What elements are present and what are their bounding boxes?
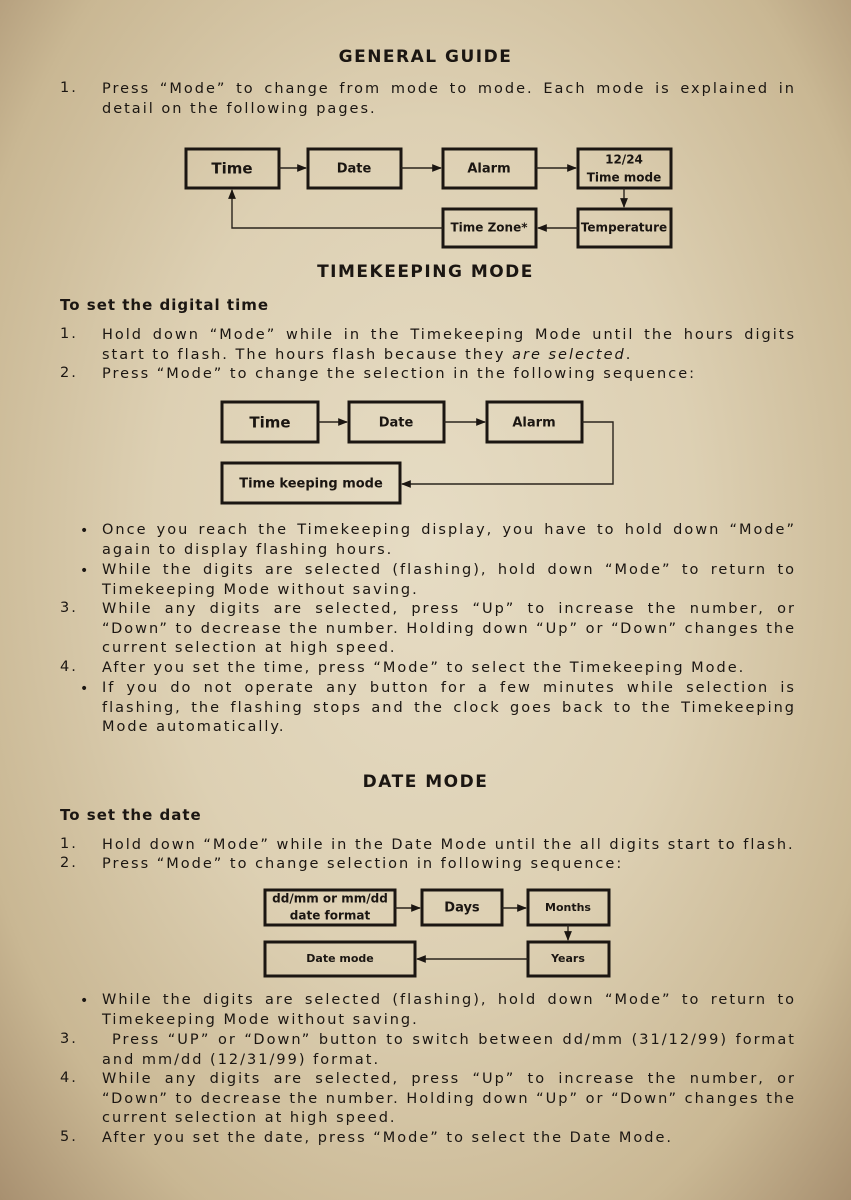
date-flow-label-days: Days (444, 900, 480, 916)
flow-label-time-zone: Time Zone* (450, 220, 528, 235)
timekeeping-step-3-number: 3. (60, 600, 78, 616)
date-flow-label-format-1: dd/mm or mm/dd (272, 891, 388, 906)
timekeeping-step-1-emphasis: are selected (512, 346, 626, 363)
tk-flow-label-alarm: Alarm (512, 415, 556, 431)
timekeeping-bullet-1-dot: • (80, 523, 89, 539)
timekeeping-step-3-text: While any digits are selected, press “Up” to increase the number, or “Down” to decrease the number. Holding down “Up” or “Down” changes the current selection at high speed. (102, 601, 796, 656)
date-mode-subheading: To set the date (60, 806, 202, 824)
date-mode-heading: DATE MODE (362, 772, 489, 792)
general-guide-heading: GENERAL GUIDE (338, 47, 513, 67)
general-step-1-text: Press “Mode” to change from mode to mode. Each mode is explained in detail on the following pages. (102, 81, 796, 117)
date-step-1-number: 1. (60, 836, 78, 852)
date-bullet-1-text: While the digits are selected (flashing), hold down “Mode” to return to Timekeeping Mode without saving. (102, 992, 796, 1028)
date-flow-label-years: Years (551, 952, 585, 965)
timekeeping-step-1-text-a: Hold down “Mode” while in the Timekeeping Mode until the hours digits start to flash. The hours flash because they (102, 327, 796, 363)
timekeeping-heading: TIMEKEEPING MODE (317, 262, 534, 282)
timekeeping-step-1-text-c: . (625, 346, 633, 363)
timekeeping-subheading: To set the digital time (60, 296, 270, 314)
date-step-2-number: 2. (60, 855, 78, 871)
flow-label-12-24: 12/24 (605, 152, 643, 167)
date-flow-label-format-2: date format (289, 908, 371, 923)
timekeeping-step-4-number: 4. (60, 659, 78, 675)
tk-flow-label-time: Time (249, 413, 291, 432)
date-step-4-text: While any digits are selected, press “Up” to increase the number, or “Down” to decrease the number. Holding down “Up” or “Down” changes the current selection at high speed. (102, 1071, 796, 1126)
date-step-3-text: Press “UP” or “Down” button to switch between dd/mm (31/12/99) format and mm/dd (12/31/99) format. (102, 1032, 796, 1068)
timekeeping-bullet-1-text: Once you reach the Timekeeping display, you have to hold down “Mode” again to display flashing hours. (102, 522, 796, 558)
timekeeping-bullet-3-text: If you do not operate any button for a few minutes while selection is flashing, the flashing stops and the clock goes back to the Timekeeping Mode automatically. (102, 680, 796, 735)
date-flow-label-date-mode: Date mode (306, 952, 374, 965)
timekeeping-step-2-text: Press “Mode” to change the selection in the following sequence: (102, 366, 697, 382)
timekeeping-step-4-text: After you set the time, press “Mode” to select the Timekeeping Mode. (102, 660, 746, 676)
date-step-3-number: 3. (60, 1031, 78, 1047)
flow-label-time: Time (211, 159, 253, 178)
tk-flow-label-timekeeping-mode: Time keeping mode (239, 476, 383, 492)
date-step-4-number: 4. (60, 1070, 78, 1086)
flow-label-time-mode: Time mode (586, 170, 662, 185)
flow-label-temperature: Temperature (580, 220, 668, 235)
tk-flow-label-date: Date (378, 415, 414, 431)
timekeeping-bullet-2-dot: • (80, 563, 89, 579)
timekeeping-step-1-number: 1. (60, 326, 78, 342)
general-step-1-number: 1. (60, 80, 78, 96)
timekeeping-step-2-number: 2. (60, 365, 78, 381)
timekeeping-bullet-3-dot: • (80, 681, 89, 697)
date-step-5-number: 5. (60, 1129, 78, 1145)
date-bullet-1-dot: • (80, 993, 89, 1009)
timekeeping-bullet-2-text: While the digits are selected (flashing), hold down “Mode” to return to Timekeeping Mode without saving. (102, 562, 796, 598)
flow-label-date: Date (336, 161, 372, 177)
date-step-5-text: After you set the date, press “Mode” to select the Date Mode. (102, 1130, 674, 1146)
date-flow-label-months: Months (545, 901, 591, 914)
flow-label-alarm: Alarm (467, 161, 511, 177)
date-step-1-text: Hold down “Mode” while in the Date Mode until the all digits start to flash. (102, 837, 795, 853)
date-step-2-text: Press “Mode” to change selection in following sequence: (102, 856, 624, 872)
